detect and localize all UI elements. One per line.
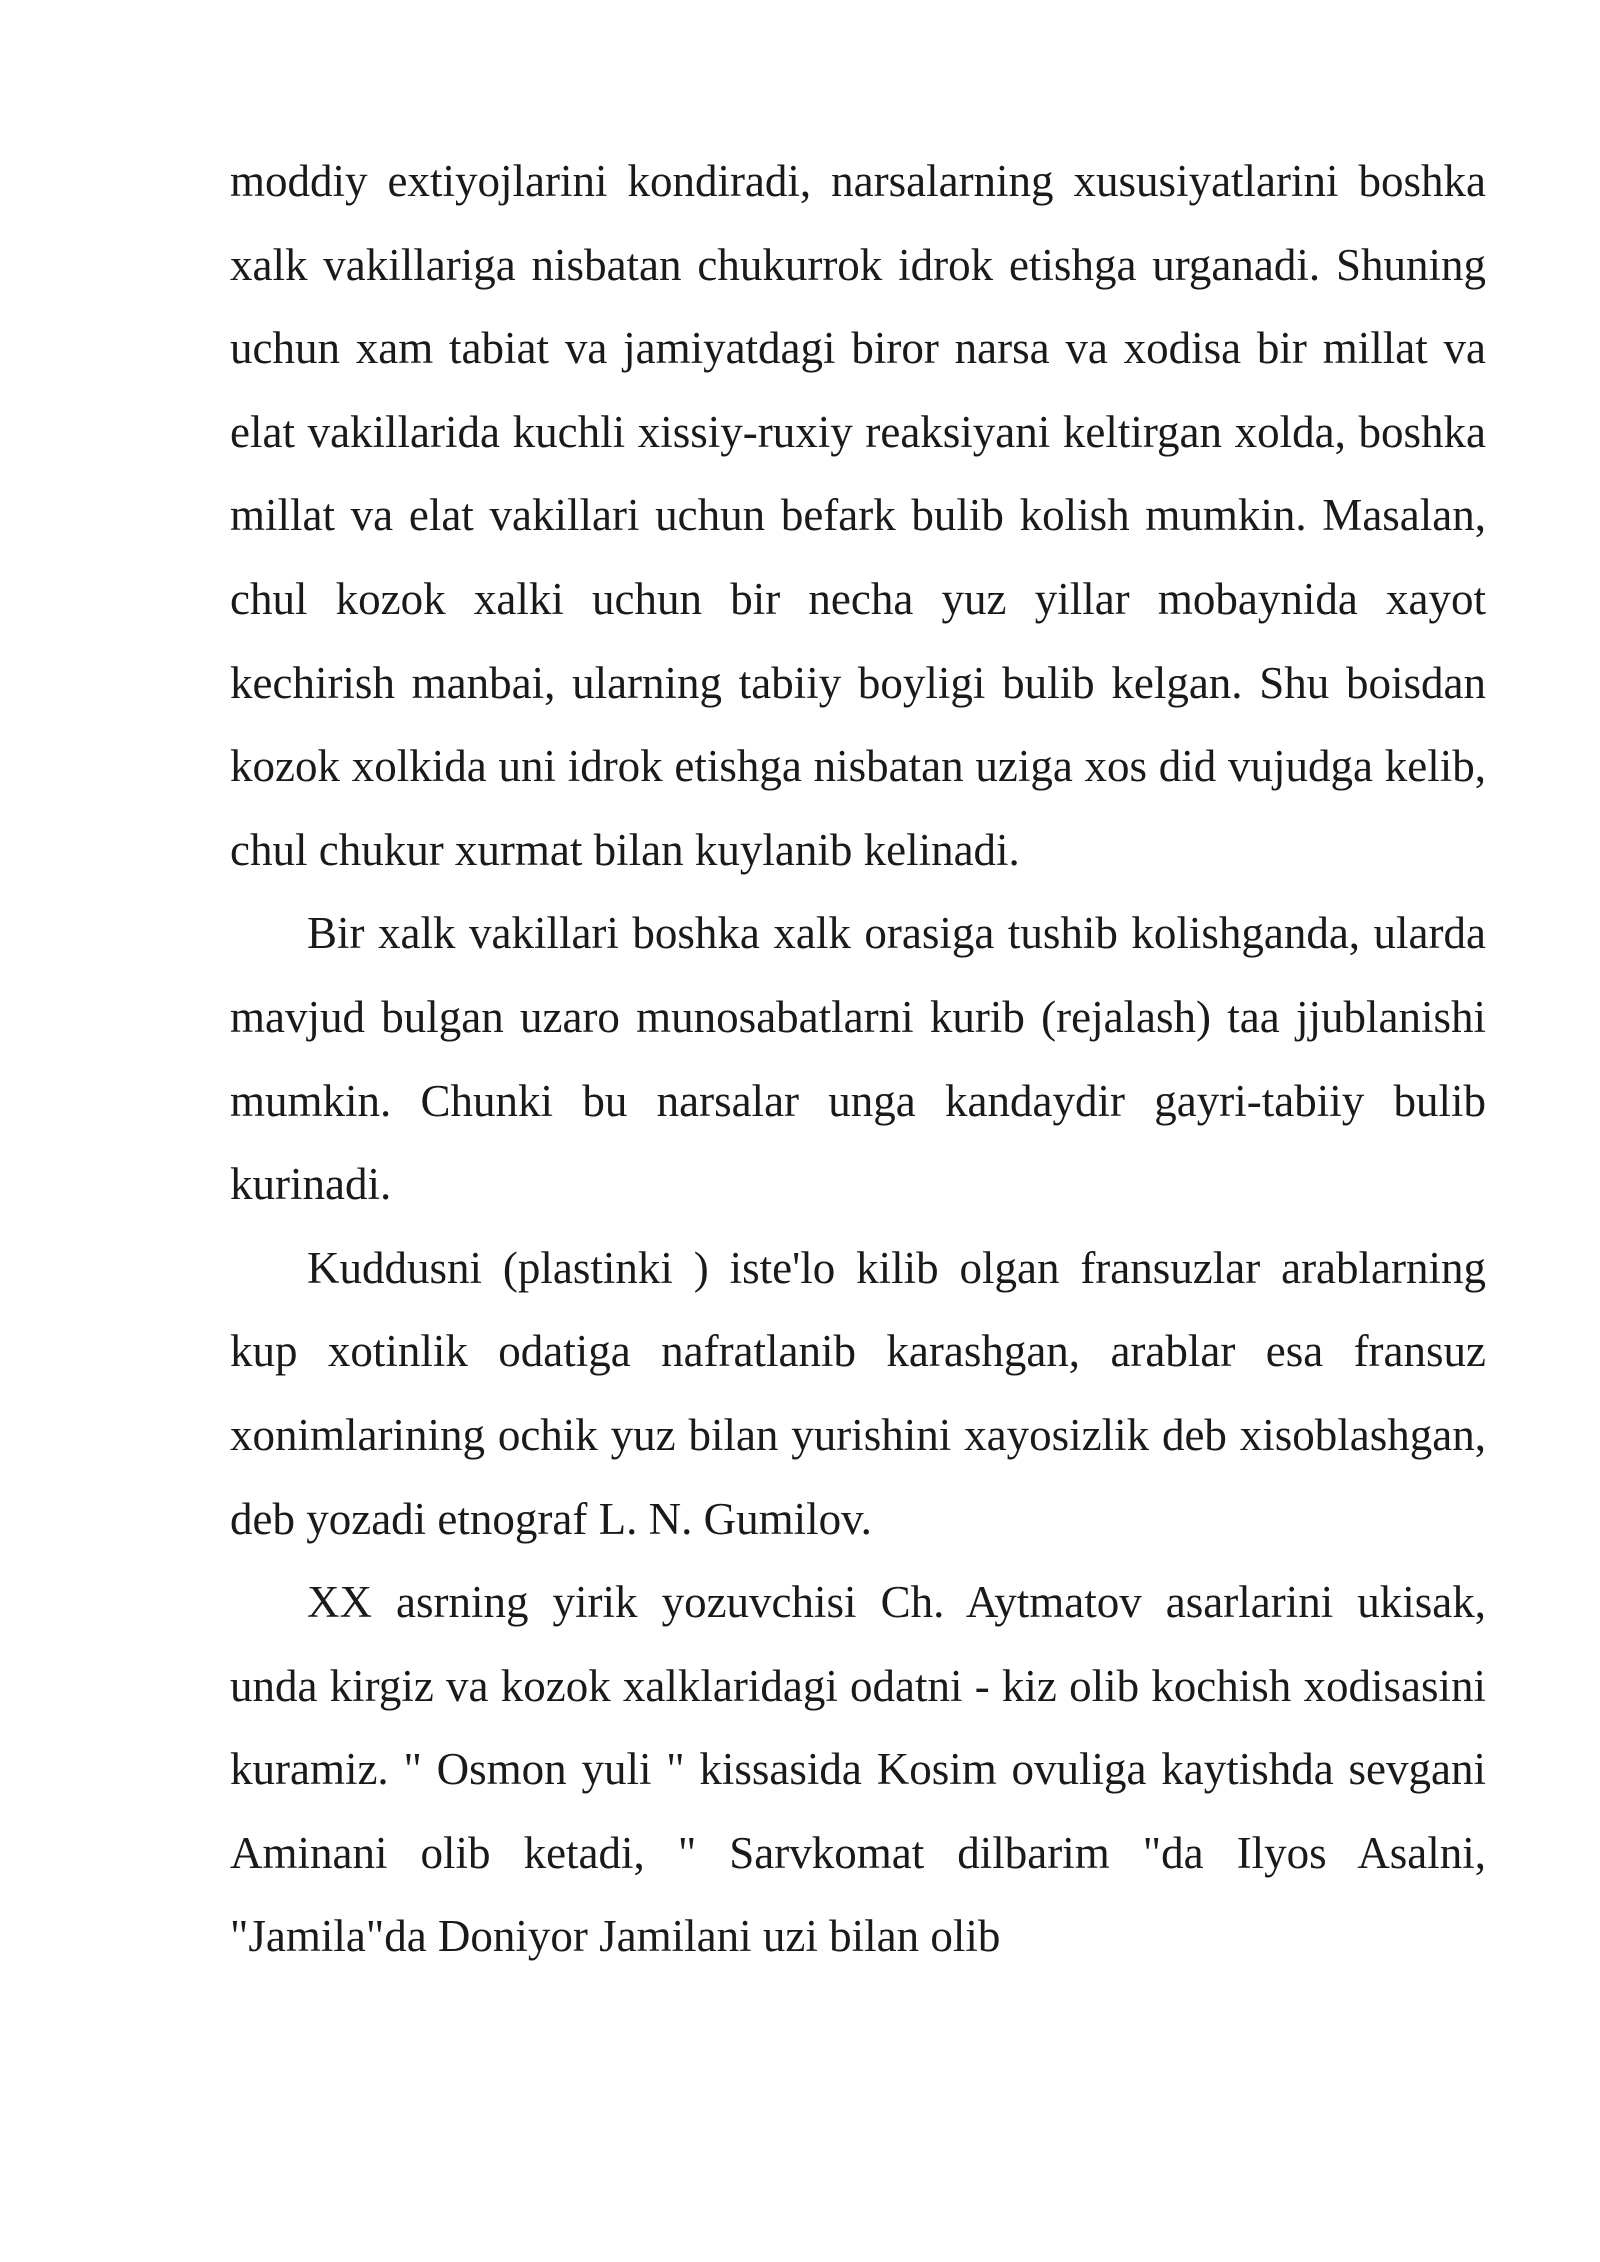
paragraph-3: Kuddusni (plastinki ) iste'lo kilib olgan fransuzlar arablarning kup xotinlik odatiga nafratlanib karashgan, arablar esa fransuz xonimlarining ochik yuz bilan yurishini xayosizlik deb xisoblashgan, deb yozadi etnograf L. N. Gumilov. (230, 1242, 1486, 1544)
paragraph-2: Bir xalk vakillari boshka xalk orasiga tushib kolishganda, ularda mavjud bulgan uzaro munosabatlarni kurib (rejalash) taa jjublanishi mumkin. Chunki bu narsalar unga kandaydir gayri-tabiiy bulib kurinadi. (230, 908, 1486, 1210)
paragraph-1: moddiy extiyojlarini kondiradi, narsalarning xususiyatlarini boshka xalk vakillariga nisbatan chukurrok idrok etishga urganadi. Shuning uchun xam tabiat va jamiyatdagi biror narsa va xodisa bir millat va elat vakillarida kuchli xissiy-ruxiy reaksiyani keltirgan xolda, boshka millat va elat vakillari uchun befark bulib kolish mumkin. Masalan, chul kozok xalki uchun bir necha yuz yillar mobaynida xayot kechirish manbai, ularning tabiiy boyligi bulib kelgan. Shu boisdan kozok xolkida uni idrok etishga nisbatan uziga xos did vujudga kelib, chul chukur xurmat bilan kuylanib kelinadi. (230, 156, 1486, 875)
paragraph-4: XX asrning yirik yozuvchisi Ch. Aytmatov asarlarini ukisak, unda kirgiz va kozok xalklaridagi odatni - kiz olib kochish xodisasini kuramiz. " Osmon yuli " kissasida Kosim ovuliga kaytishda sevgani Aminani olib ketadi, " Sarvkomat dilbarim "da Ilyos Asalni, "Jamila"da Doniyor Jamilani uzi bilan olib (230, 1577, 1486, 1962)
body-text (230, 140, 1486, 1979)
